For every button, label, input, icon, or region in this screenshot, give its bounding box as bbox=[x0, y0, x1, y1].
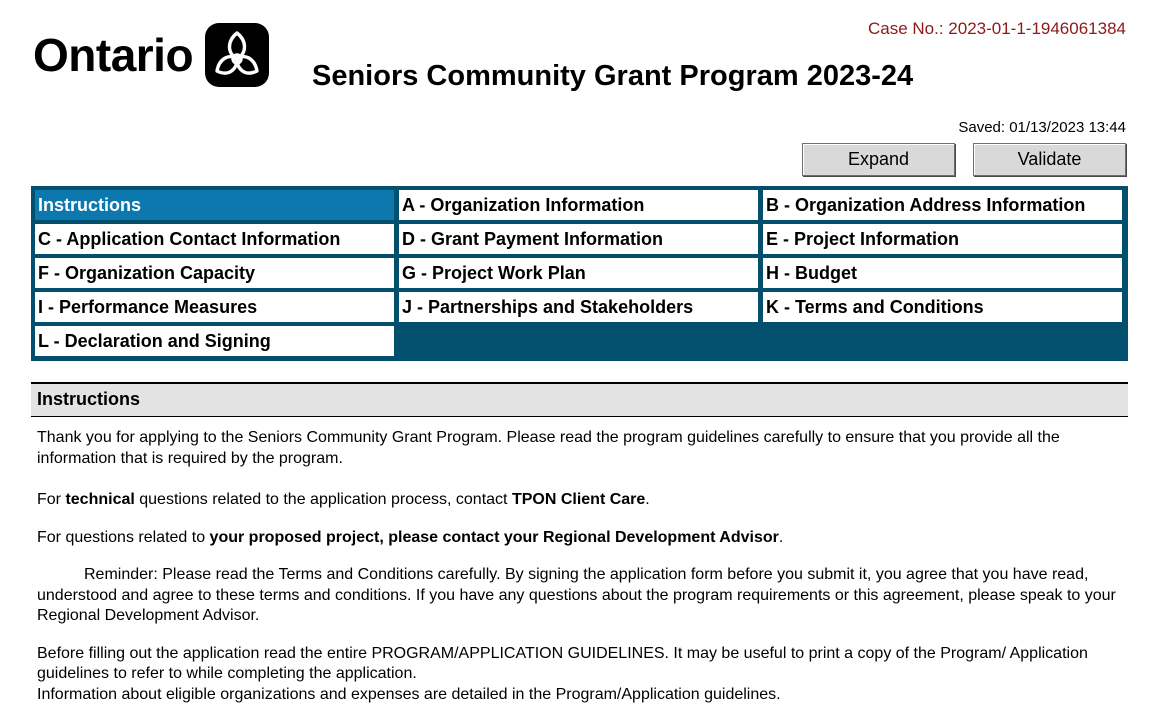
client-care-emphasis: TPON Client Care bbox=[511, 491, 646, 508]
text: . bbox=[645, 491, 650, 508]
expand-button[interactable]: Expand bbox=[802, 143, 955, 176]
nav-item-application-contact[interactable]: C - Application Contact Information bbox=[35, 224, 394, 254]
text: For questions related to bbox=[37, 528, 210, 546]
nav-item-organization-address[interactable]: B - Organization Address Information bbox=[763, 190, 1122, 220]
section-navigation bbox=[31, 186, 1128, 361]
technical-contact-paragraph bbox=[37, 490, 1122, 511]
text: . bbox=[778, 528, 784, 546]
nav-item-partnerships-stakeholders[interactable]: J - Partnerships and Stakeholders bbox=[399, 292, 758, 322]
advisor-emphasis: your proposed project, please contact your Regional Development Advisor bbox=[209, 528, 779, 546]
section-heading: Instructions bbox=[31, 382, 1128, 417]
guidelines-paragraph: Before filling out the application read the entire PROGRAM/APPLICATION GUIDELINES. It may be useful to print a copy of the Program/ Application guidelines to refer to while completing the application. bbox=[37, 644, 1088, 682]
ontario-logo bbox=[33, 22, 269, 88]
nav-item-budget[interactable]: H - Budget bbox=[763, 258, 1122, 288]
case-number: Case No.: 2023-01-1-1946061384 bbox=[867, 19, 1126, 38]
nav-item-terms-conditions[interactable]: K - Terms and Conditions bbox=[763, 292, 1122, 322]
validate-button[interactable]: Validate bbox=[973, 143, 1126, 176]
reminder-paragraph bbox=[37, 565, 1122, 627]
nav-item-organization-information[interactable]: A - Organization Information bbox=[399, 190, 758, 220]
nav-item-performance-measures[interactable]: I - Performance Measures bbox=[35, 292, 394, 322]
intro-paragraph: Thank you for applying to the Seniors Community Grant Program. Please read the program guidelines carefully to ensure that you provide all the information that is required by the program. bbox=[37, 429, 1060, 467]
saved-timestamp: Saved: 01/13/2023 13:44 bbox=[958, 119, 1126, 136]
reminder-text: Reminder: Please read the Terms and Conditions carefully. By signing the application form before you submit it, you agree that you have read, understood and agree to these terms and conditions. If you have any questions about the program requirements or this agreement, please speak to your Regional Development Advisor. bbox=[37, 566, 1116, 624]
ontario-trillium-icon bbox=[205, 23, 269, 87]
project-contact-paragraph bbox=[37, 528, 1122, 549]
text: For bbox=[37, 491, 66, 508]
nav-item-instructions[interactable]: Instructions bbox=[35, 190, 394, 220]
text: questions related to the application process, contact bbox=[134, 491, 512, 508]
nav-item-project-information[interactable]: E - Project Information bbox=[763, 224, 1122, 254]
nav-item-project-work-plan[interactable]: G - Project Work Plan bbox=[399, 258, 758, 288]
nav-item-declaration-signing[interactable]: L - Declaration and Signing bbox=[35, 326, 394, 356]
instructions-content bbox=[37, 428, 1122, 705]
technical-emphasis: technical bbox=[65, 491, 135, 508]
page-title: Seniors Community Grant Program 2023-24 bbox=[312, 60, 914, 92]
logo-wordmark: Ontario bbox=[33, 29, 194, 81]
eligibility-paragraph: Information about eligible organizations and expenses are detailed in the Program/Application guidelines. bbox=[37, 685, 781, 703]
nav-item-organization-capacity[interactable]: F - Organization Capacity bbox=[35, 258, 394, 288]
nav-item-grant-payment[interactable]: D - Grant Payment Information bbox=[399, 224, 758, 254]
